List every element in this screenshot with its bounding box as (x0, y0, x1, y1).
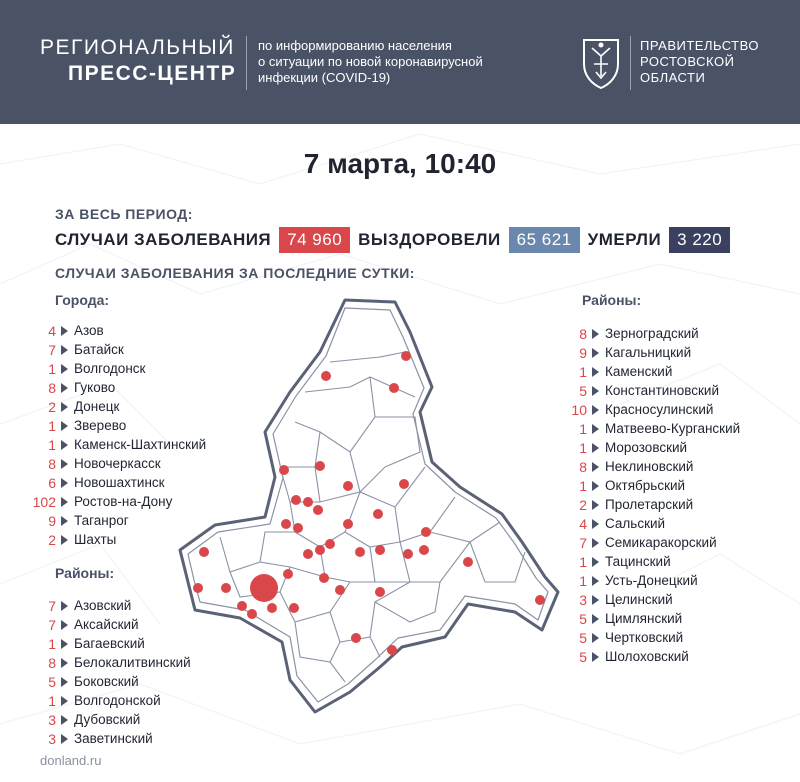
triangle-marker-icon (592, 481, 599, 491)
map-case-dot (419, 545, 429, 555)
map-case-dot (193, 583, 203, 593)
list-item (545, 552, 740, 571)
header-title-line1: РЕГИОНАЛЬНЫЙ (40, 36, 235, 59)
area-name: Волгодонск (74, 361, 146, 376)
gov-line2: РОСТОВСКОЙ (640, 54, 735, 69)
map-case-dot (335, 585, 345, 595)
header-subtitle-line1: по информированию населения (258, 38, 452, 53)
case-count: 1 (48, 417, 56, 434)
triangle-marker-icon (61, 383, 68, 393)
list-item (545, 324, 740, 343)
triangle-marker-icon (592, 348, 599, 358)
map-case-dot (403, 549, 413, 559)
districts-right-heading: Районы: (582, 292, 642, 308)
area-name: Усть-Донецкий (605, 573, 698, 588)
list-item (545, 609, 740, 628)
case-count: 9 (579, 344, 587, 361)
map-case-dot (463, 557, 473, 567)
totals-row (55, 228, 738, 252)
triangle-marker-icon (61, 601, 68, 611)
coat-of-arms-icon (578, 34, 624, 90)
case-count: 7 (48, 597, 56, 614)
deaths-label: УМЕРЛИ (587, 230, 662, 249)
list-item (545, 495, 740, 514)
area-name: Константиновский (605, 383, 720, 398)
case-count: 8 (579, 458, 587, 475)
case-count: 3 (48, 730, 56, 747)
area-name: Новочеркасск (74, 456, 161, 471)
area-name: Каменский (605, 364, 673, 379)
daily-section-label: СЛУЧАИ ЗАБОЛЕВАНИЯ ЗА ПОСЛЕДНИЕ СУТКИ: (55, 265, 415, 281)
map-case-dot (319, 573, 329, 583)
area-name: Октябрьский (605, 478, 686, 493)
area-name: Зверево (74, 418, 127, 433)
area-name: Ростов-на-Дону (74, 494, 173, 509)
region-map-outline (180, 300, 558, 712)
map-case-dot (303, 497, 313, 507)
area-name: Неклиновский (605, 459, 694, 474)
case-count: 10 (571, 401, 587, 418)
gov-line1: ПРАВИТЕЛЬСТВО (640, 38, 759, 53)
case-count: 3 (48, 711, 56, 728)
triangle-marker-icon (61, 696, 68, 706)
case-count: 8 (48, 654, 56, 671)
area-name: Каменск-Шахтинский (74, 437, 207, 452)
map-case-dot (289, 603, 299, 613)
case-count: 2 (48, 398, 56, 415)
map-case-dot (375, 587, 385, 597)
list-item (545, 419, 740, 438)
area-name: Белокалитвинский (74, 655, 191, 670)
gov-line3: ОБЛАСТИ (640, 70, 706, 85)
case-count: 5 (579, 382, 587, 399)
area-name: Донецк (74, 399, 120, 414)
triangle-marker-icon (592, 443, 599, 453)
case-count: 5 (579, 629, 587, 646)
list-item (545, 647, 740, 666)
map-case-dot (281, 519, 291, 529)
districts-left-list (14, 596, 191, 748)
area-name: Заветинский (74, 731, 153, 746)
area-name: Азовский (74, 598, 132, 613)
case-count: 5 (579, 648, 587, 665)
map-case-dot (535, 595, 545, 605)
case-count: 1 (579, 572, 587, 589)
map-case-dot (291, 495, 301, 505)
map-case-dot (399, 479, 409, 489)
case-count: 7 (48, 616, 56, 633)
list-item (545, 400, 740, 419)
triangle-marker-icon (61, 516, 68, 526)
totals-section-label: ЗА ВЕСЬ ПЕРИОД: (55, 206, 193, 222)
area-name: Морозовский (605, 440, 688, 455)
area-name: Аксайский (74, 617, 139, 632)
list-item (545, 571, 740, 590)
header-banner (0, 0, 800, 124)
case-count: 9 (48, 512, 56, 529)
area-name: Багаевский (74, 636, 145, 651)
triangle-marker-icon (592, 538, 599, 548)
triangle-marker-icon (592, 386, 599, 396)
map-case-dot (283, 569, 293, 579)
map-case-dot (279, 465, 289, 475)
area-name: Матвеево-Курганский (605, 421, 741, 436)
triangle-marker-icon (592, 424, 599, 434)
triangle-marker-icon (61, 677, 68, 687)
area-name: Кагальницкий (605, 345, 692, 360)
case-count: 1 (579, 363, 587, 380)
map-case-dot (325, 539, 335, 549)
list-item (545, 381, 740, 400)
map-case-dot (343, 481, 353, 491)
triangle-marker-icon (61, 345, 68, 355)
triangle-marker-icon (592, 652, 599, 662)
area-name: Зерноградский (605, 326, 699, 341)
list-item (545, 362, 740, 381)
recovered-value-badge: 65 621 (509, 227, 580, 253)
triangle-marker-icon (592, 329, 599, 339)
map-case-dot (199, 547, 209, 557)
list-item (14, 729, 191, 748)
case-count: 8 (48, 379, 56, 396)
list-item (545, 343, 740, 362)
cities-heading: Города: (55, 292, 110, 308)
case-count: 6 (48, 474, 56, 491)
list-item (545, 590, 740, 609)
triangle-marker-icon (61, 658, 68, 668)
header-title-line2: ПРЕСС-ЦЕНТР (68, 62, 237, 85)
list-item (545, 476, 740, 495)
triangle-marker-icon (592, 557, 599, 567)
case-count: 7 (48, 341, 56, 358)
area-name: Сальский (605, 516, 666, 531)
list-item (14, 596, 191, 615)
recovered-label: ВЫЗДОРОВЕЛИ (358, 230, 501, 249)
case-count: 3 (579, 591, 587, 608)
area-name: Пролетарский (605, 497, 694, 512)
triangle-marker-icon (61, 402, 68, 412)
case-count: 1 (579, 553, 587, 570)
header-divider-right (630, 36, 631, 90)
area-name: Батайск (74, 342, 124, 357)
case-count: 1 (48, 360, 56, 377)
triangle-marker-icon (61, 535, 68, 545)
case-count: 8 (48, 455, 56, 472)
map-case-dot (267, 603, 277, 613)
area-name: Цимлянский (605, 611, 683, 626)
list-item (14, 710, 191, 729)
case-count: 8 (579, 325, 587, 342)
map-case-dot (221, 583, 231, 593)
map-case-dot (351, 633, 361, 643)
list-item (545, 533, 740, 552)
triangle-marker-icon (61, 478, 68, 488)
case-count: 1 (579, 477, 587, 494)
header-government (640, 38, 790, 86)
area-name: Новошахтинск (74, 475, 165, 490)
header-subtitle-line2: о ситуации по новой коронавирусной (258, 54, 483, 69)
area-name: Целинский (605, 592, 673, 607)
map-case-dot (401, 351, 411, 361)
triangle-marker-icon (61, 364, 68, 374)
triangle-marker-icon (592, 405, 599, 415)
triangle-marker-icon (61, 326, 68, 336)
area-name: Азов (74, 323, 104, 338)
map-case-dot (303, 549, 313, 559)
case-count: 4 (48, 322, 56, 339)
map-case-dot (375, 545, 385, 555)
map-case-dot (421, 527, 431, 537)
case-count: 1 (48, 436, 56, 453)
area-name: Шахты (74, 532, 117, 547)
map-case-dot (250, 574, 278, 602)
cases-label: СЛУЧАИ ЗАБОЛЕВАНИЯ (55, 230, 272, 249)
list-item (14, 691, 191, 710)
districts-left-heading: Районы: (55, 565, 115, 581)
triangle-marker-icon (61, 421, 68, 431)
case-count: 1 (48, 635, 56, 652)
list-item (545, 457, 740, 476)
area-name: Семикаракорский (605, 535, 717, 550)
map-case-dot (373, 509, 383, 519)
triangle-marker-icon (592, 519, 599, 529)
area-name: Шолоховский (605, 649, 689, 664)
triangle-marker-icon (61, 715, 68, 725)
triangle-marker-icon (61, 440, 68, 450)
triangle-marker-icon (61, 734, 68, 744)
header-divider (246, 36, 247, 90)
list-item (14, 634, 191, 653)
region-map (170, 292, 570, 732)
map-case-dot (293, 523, 303, 533)
triangle-marker-icon (592, 595, 599, 605)
list-item (545, 438, 740, 457)
triangle-marker-icon (592, 367, 599, 377)
footer-site: donland.ru (40, 753, 102, 768)
map-case-dot (389, 383, 399, 393)
case-count: 2 (579, 496, 587, 513)
case-count: 5 (579, 610, 587, 627)
list-item (545, 628, 740, 647)
case-count: 4 (579, 515, 587, 532)
case-count: 2 (48, 531, 56, 548)
triangle-marker-icon (61, 497, 68, 507)
area-name: Волгодонской (74, 693, 161, 708)
case-count: 1 (579, 439, 587, 456)
triangle-marker-icon (592, 633, 599, 643)
map-case-dot (313, 505, 323, 515)
header-subtitle (258, 38, 538, 86)
area-name: Тацинский (605, 554, 671, 569)
triangle-marker-icon (61, 620, 68, 630)
map-case-dot (315, 545, 325, 555)
area-name: Боковский (74, 674, 139, 689)
map-case-dot (321, 371, 331, 381)
area-name: Дубовский (74, 712, 141, 727)
case-count: 1 (579, 420, 587, 437)
map-case-dot (343, 519, 353, 529)
area-name: Чертковский (605, 630, 684, 645)
area-name: Красносулинский (605, 402, 714, 417)
case-count: 102 (32, 493, 56, 510)
map-case-dot (247, 609, 257, 619)
triangle-marker-icon (592, 576, 599, 586)
districts-right-list (545, 324, 740, 666)
case-count: 7 (579, 534, 587, 551)
map-case-dot (237, 601, 247, 611)
triangle-marker-icon (61, 639, 68, 649)
case-count: 1 (48, 692, 56, 709)
map-case-dot (355, 547, 365, 557)
triangle-marker-icon (592, 462, 599, 472)
triangle-marker-icon (592, 614, 599, 624)
area-name: Таганрог (74, 513, 129, 528)
deaths-value-badge: 3 220 (669, 227, 730, 253)
map-case-dot (387, 645, 397, 655)
report-date: 7 марта, 10:40 (303, 148, 497, 179)
triangle-marker-icon (61, 459, 68, 469)
area-name: Гуково (74, 380, 116, 395)
header-subtitle-line3: инфекции (COVID-19) (258, 70, 391, 85)
case-count: 5 (48, 673, 56, 690)
triangle-marker-icon (592, 500, 599, 510)
list-item (14, 615, 191, 634)
map-case-dot (315, 461, 325, 471)
list-item (14, 672, 191, 691)
list-item (545, 514, 740, 533)
cases-value-badge: 74 960 (279, 227, 350, 253)
list-item (14, 653, 191, 672)
